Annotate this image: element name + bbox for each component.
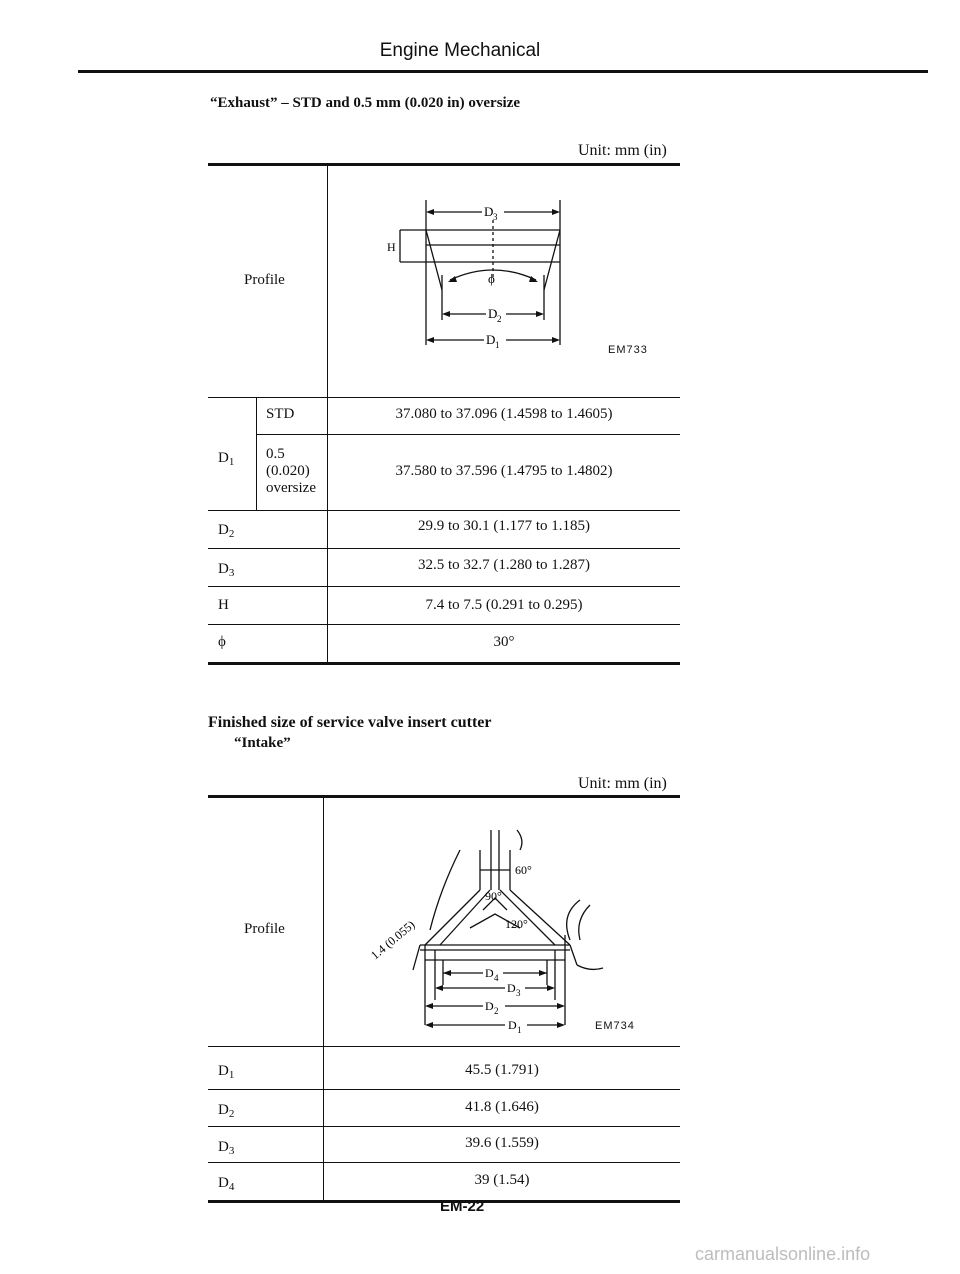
exhaust-rule-5 <box>208 624 680 625</box>
exhaust-title: “Exhaust” – STD and 0.5 mm (0.020 in) oversize <box>210 95 521 111</box>
fig-label-d4-sub: 4 <box>494 973 499 983</box>
intake-row-value: 39 (1.54) <box>474 1172 530 1188</box>
fig-angle-90: 90° <box>485 889 502 903</box>
intake-rule-3 <box>208 1126 680 1127</box>
intake-row-label: $D_3$ <box>218 1139 235 1157</box>
exhaust-oversize-value: 37.580 to 37.596 (1.4795 to 1.4802) <box>395 463 613 479</box>
intake-title: Finished size of service valve insert cutter <box>208 714 492 731</box>
fig-label-d3-sub: 3 <box>516 988 521 998</box>
exhaust-d1-label: $D_1$ <box>218 450 235 468</box>
exhaust-std-label: STD <box>266 406 295 422</box>
exhaust-row-value: 30° <box>493 634 515 650</box>
exhaust-rule-4 <box>208 586 680 587</box>
fig-label-d2: D <box>488 306 498 321</box>
intake-profile-figure <box>365 810 655 1045</box>
exhaust-oversize-label: 0.5 (0.020) oversize <box>266 446 316 496</box>
exhaust-top-rule <box>208 163 680 166</box>
fig-label-d2-sub: 2 <box>497 314 502 324</box>
page-number: EM-22 <box>440 1198 485 1215</box>
exhaust-bottom-rule <box>208 662 680 665</box>
fig-angle-60: 60° <box>515 863 532 877</box>
intake-unit: Unit: mm (in) <box>578 775 667 792</box>
intake-row-label: $D_1$ <box>218 1063 235 1081</box>
exhaust-row-label: H <box>218 597 229 613</box>
fig-label-d3: D <box>507 981 516 995</box>
exhaust-row-value: 7.4 to 7.5 (0.291 to 0.295) <box>425 597 583 613</box>
watermark: carmanualsonline.info <box>695 1244 871 1264</box>
exhaust-figure-code: EM733 <box>608 344 648 356</box>
exhaust-row-label: ϕ <box>218 634 226 650</box>
fig-label-d3-sub: 3 <box>493 212 498 222</box>
header-rule <box>78 70 928 73</box>
intake-figure-code: EM734 <box>595 1020 635 1032</box>
page-header-title: Engine Mechanical <box>379 40 541 61</box>
fig-dim-1-4: 1.4 (0.055) <box>367 917 418 963</box>
intake-row-value: 45.5 (1.791) <box>465 1062 539 1078</box>
fig-label-d3: D <box>484 204 494 219</box>
exhaust-unit: Unit: mm (in) <box>578 142 667 159</box>
intake-row-value: 41.8 (1.646) <box>465 1099 539 1115</box>
fig-label-d1: D <box>508 1018 517 1032</box>
fig-label-d1: D <box>486 332 496 347</box>
intake-row-label: $D_2$ <box>218 1102 235 1120</box>
fig-angle-120: 120° <box>505 917 528 931</box>
exhaust-row-label: $D_2$ <box>218 522 235 540</box>
fig-label-d4: D <box>485 966 494 980</box>
exhaust-rule-3 <box>208 548 680 549</box>
intake-row-value: 39.6 (1.559) <box>465 1135 539 1151</box>
intake-profile-label: Profile <box>244 921 285 937</box>
exhaust-profile-label: Profile <box>244 272 285 288</box>
exhaust-row-value: 29.9 to 30.1 (1.177 to 1.185) <box>417 518 591 534</box>
intake-row-label: $D_4$ <box>218 1175 235 1193</box>
exhaust-std-value: 37.080 to 37.096 (1.4598 to 1.4605) <box>395 406 613 422</box>
exhaust-profile-figure <box>360 190 660 360</box>
exhaust-d1-divider <box>256 398 257 510</box>
fig-label-d1-sub: 1 <box>517 1025 522 1035</box>
fig-label-d2-sub: 2 <box>494 1006 499 1016</box>
exhaust-rule-2 <box>208 510 680 511</box>
exhaust-rule-1 <box>208 397 680 398</box>
intake-rule-1 <box>208 1046 680 1047</box>
intake-rule-2 <box>208 1089 680 1090</box>
fig-label-d2: D <box>485 999 494 1013</box>
exhaust-row-value: 32.5 to 32.7 (1.280 to 1.287) <box>417 557 591 573</box>
exhaust-rule-std <box>256 434 680 435</box>
fig-label-h: H <box>387 240 396 254</box>
fig-label-phi: ϕ <box>488 271 495 286</box>
exhaust-row-label: $D_3$ <box>218 561 235 579</box>
fig-label-d1-sub: 1 <box>495 340 500 350</box>
intake-subtitle: “Intake” <box>234 735 291 751</box>
intake-top-rule <box>208 795 680 798</box>
intake-rule-4 <box>208 1162 680 1163</box>
